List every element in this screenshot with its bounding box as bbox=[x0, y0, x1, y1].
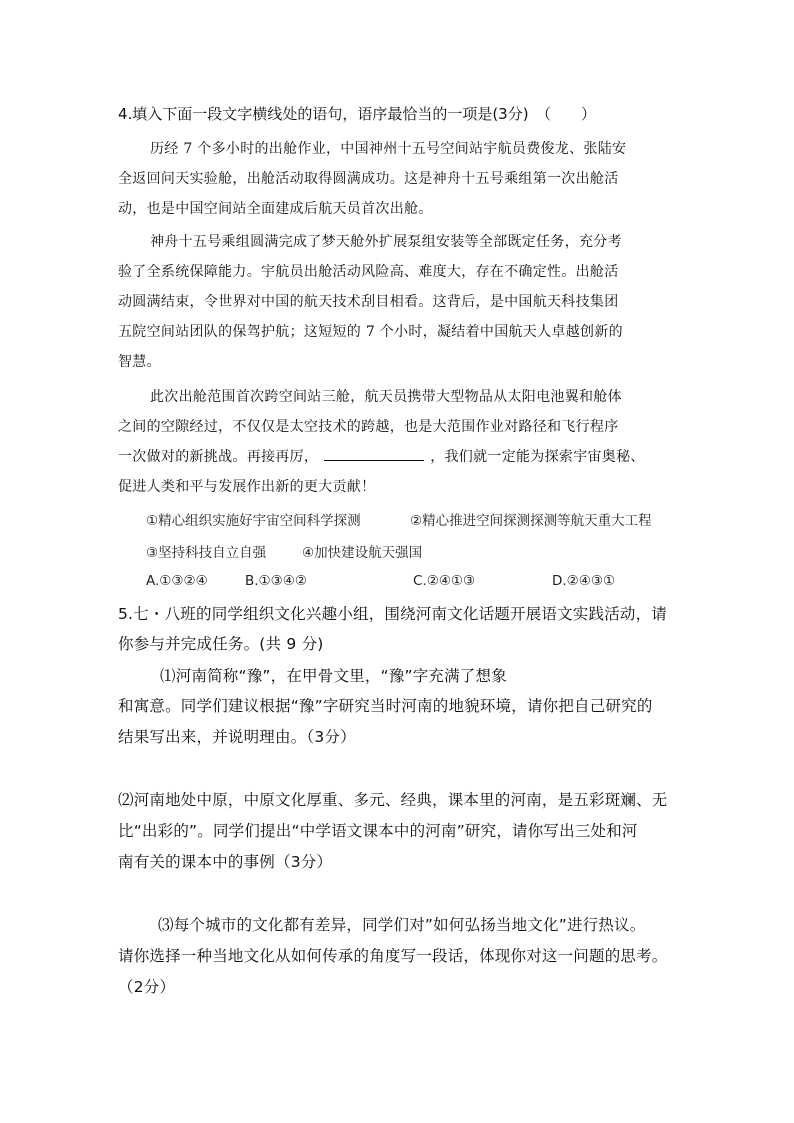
q4-choice-d: D.②④③① bbox=[552, 573, 616, 589]
q4-choice-b: B.①③④② bbox=[245, 573, 307, 589]
q4-para3-line3 bbox=[118, 446, 645, 466]
q4-para1-line2: 全返回问天实验舱，出舱活动取得圆满成功。这是神舟十五号乘组第一次出舱活 bbox=[118, 171, 619, 187]
q4-para2-line3: 动圆满结束，令世界对中国的航天技术刮目相看。这背后，是中国航天科技集团 bbox=[118, 294, 619, 310]
q5-sub1-line3: 结果写出来，并说明理由。（3分） bbox=[118, 728, 356, 746]
q4-para1-line3: 动，也是中国空间站全面建成后航天员首次出舱。 bbox=[118, 201, 433, 217]
q4-title: 4.填入下面一段文字横线处的语句，语序最恰当的一项是(3分) （ ） bbox=[118, 105, 597, 123]
q4-item-3: ③坚持科技自立自强 bbox=[146, 545, 267, 561]
q5-sub1-line1: ⑴河南简称“豫”，在甲骨文里，“豫”字充满了想象 bbox=[160, 667, 507, 685]
q5-sub1-line2: 和寓意。同学们建议根据“豫”字研究当时河南的地貌环境，请你把自己研究的 bbox=[118, 697, 653, 715]
q5-sub3-line1: ⑶每个城市的文化都有差异，同学们对”如何弘扬当地文化”进行热议。 bbox=[158, 916, 646, 934]
q4-para2-line2: 验了全系统保障能力。宇航员出舱活动风险高、难度大，存在不确定性。出舱活 bbox=[118, 264, 619, 280]
q4-para3-line1: 此次出舱范围首次跨空间站三舱，航天员携带大型物品从太阳电池翼和舱体 bbox=[150, 389, 622, 405]
answer-blank bbox=[324, 448, 424, 461]
q4-item-4: ④加快建设航天强国 bbox=[302, 545, 423, 561]
q5-title-line1: 5.七・八班的同学组织文化兴趣小组，围绕河南文化话题开展语文实践活动，请 bbox=[118, 605, 667, 623]
q4-para3-line2: 之间的空隙经过，不仅仅是太空技术的跨越，也是大范围作业对路径和飞行程序 bbox=[118, 419, 619, 435]
q4-para3-line4: 促进人类和平与发展作出新的更大贡献！ bbox=[118, 479, 376, 495]
q4-item-1: ①精心组织实施好宇宙空间科学探测 bbox=[146, 513, 361, 529]
q4-para3-line3-after: ，我们就一定能为探索宇宙奥秘、 bbox=[430, 449, 645, 465]
q4-para3-line3-before: 一次做对的新挑战。再接再厉， bbox=[118, 449, 319, 465]
q4-para2-line1: 神舟十五号乘组圆满完成了梦天舱外扩展泵组安装等全部既定任务，充分考 bbox=[150, 234, 622, 250]
q4-choice-c: C.②④①③ bbox=[413, 573, 476, 589]
q5-sub2-line3: 南有关的课本中的事例（3分） bbox=[118, 853, 333, 871]
q4-para2-line5: 智慧。 bbox=[118, 354, 161, 370]
q4-item-2: ②精心推进空间探测探测等航天重大工程 bbox=[410, 513, 652, 529]
q4-choice-a: A.①③②④ bbox=[146, 573, 208, 589]
q4-para1-line1: 历经 7 个多小时的出舱作业，中国神州十五号空间站宇航员费俊龙、张陆安 bbox=[150, 141, 627, 157]
q5-sub2-line2: 比“出彩的”。同学们提出“中学语文课本中的河南”研究，请你写出三处和河 bbox=[118, 822, 638, 840]
q5-sub2-line1: ⑵河南地处中原，中原文化厚重、多元、经典，课本里的河南，是五彩斑斓、无 bbox=[118, 791, 668, 809]
q4-para2-line4: 五院空间站团队的保驾护航；这短短的 7 个小时，凝结着中国航天人卓越创新的 bbox=[118, 324, 623, 340]
q5-sub3-line3: （2分） bbox=[118, 978, 176, 996]
q5-sub3-line2: 请你选择一种当地文化从如何传承的角度写一段话，体现你对这一问题的思考。 bbox=[118, 947, 668, 965]
q5-title-line2: 你参与并完成任务。(共 9 分) bbox=[118, 635, 324, 653]
